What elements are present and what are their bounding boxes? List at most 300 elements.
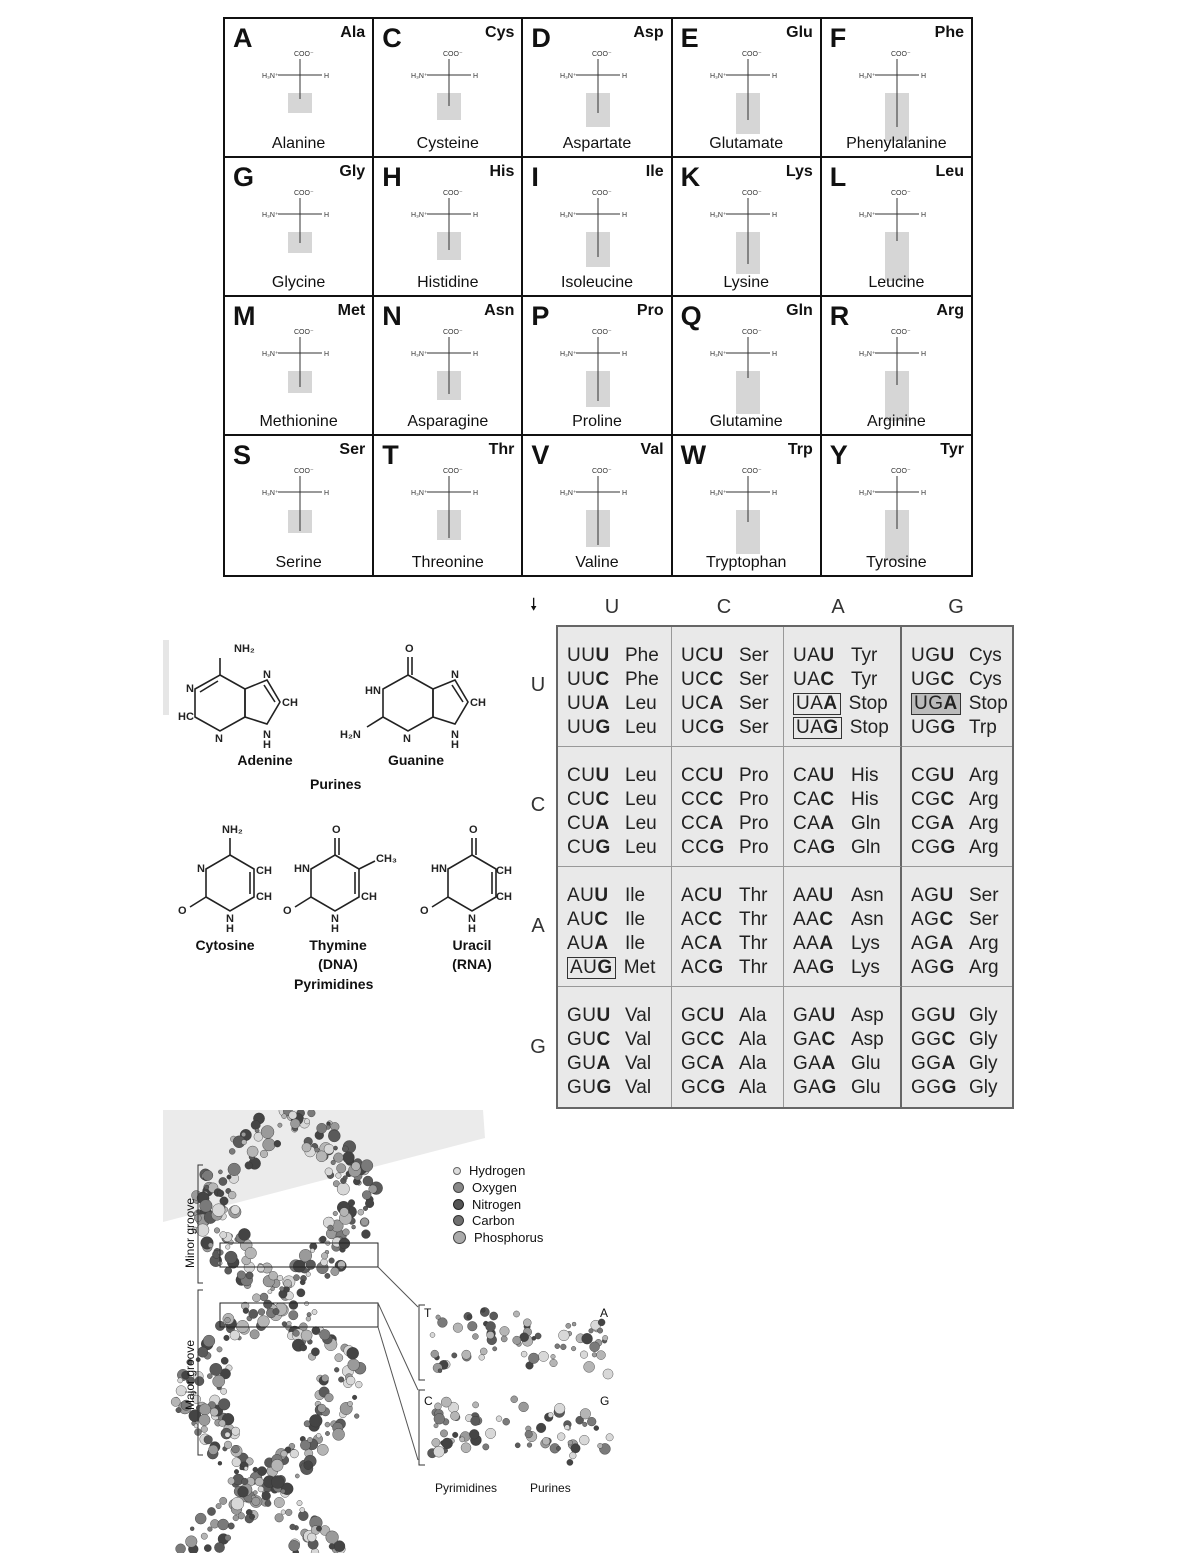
codon-row bbox=[793, 716, 900, 740]
atom-sphere bbox=[218, 1250, 223, 1255]
atom-sphere bbox=[519, 1402, 529, 1412]
codon-prefix: AC bbox=[681, 957, 709, 978]
amino-acid-abbreviation: Ser bbox=[339, 441, 366, 458]
atom-sphere bbox=[238, 1228, 250, 1240]
amino-acid-structure bbox=[698, 184, 798, 286]
codon-block bbox=[558, 987, 672, 1107]
codon-prefix: UC bbox=[681, 645, 710, 666]
codon-amino-acid: Thr bbox=[739, 957, 768, 978]
amino-acid-cell bbox=[822, 158, 971, 297]
atom-sphere bbox=[225, 1245, 230, 1250]
svg-text:H₃N⁺: H₃N⁺ bbox=[560, 73, 578, 80]
codon bbox=[793, 1028, 851, 1052]
atom-sphere bbox=[249, 1309, 258, 1318]
codon-row bbox=[681, 1028, 783, 1052]
atom-sphere bbox=[231, 1205, 240, 1214]
atom-sphere bbox=[209, 1445, 219, 1455]
codon bbox=[681, 932, 739, 956]
codon-third-base: A bbox=[941, 1053, 956, 1074]
thymine-label: Thymine bbox=[309, 937, 367, 953]
codon-row bbox=[793, 1052, 900, 1076]
codon-prefix: GA bbox=[793, 1005, 822, 1026]
atom-sphere bbox=[244, 1466, 248, 1470]
atom-sphere bbox=[571, 1444, 580, 1453]
atom-sphere bbox=[221, 1388, 227, 1394]
svg-text:H₃N⁺: H₃N⁺ bbox=[411, 73, 428, 80]
codon-row bbox=[567, 812, 671, 836]
codon-prefix: UC bbox=[681, 693, 710, 714]
codon-amino-acid: Leu bbox=[625, 693, 657, 714]
amino-acid-name: Asparagine bbox=[407, 413, 489, 430]
atom-sphere bbox=[343, 1152, 355, 1164]
atom-sphere bbox=[441, 1397, 451, 1407]
codon-row bbox=[567, 908, 671, 932]
amino-acid-structure bbox=[250, 184, 350, 286]
svg-text:HC: HC bbox=[178, 711, 194, 723]
atom-sphere bbox=[252, 1497, 260, 1505]
atom-sphere bbox=[352, 1162, 361, 1171]
svg-text:COO⁻: COO⁻ bbox=[592, 468, 613, 475]
atom-sphere bbox=[195, 1513, 206, 1524]
amino-acid-structure bbox=[847, 462, 947, 564]
codon-third-base: G bbox=[597, 957, 613, 978]
atom-sphere bbox=[554, 1403, 565, 1414]
atom-sphere bbox=[176, 1544, 186, 1553]
atom-sphere bbox=[438, 1369, 442, 1373]
codon-prefix: AA bbox=[793, 957, 820, 978]
atom-sphere bbox=[241, 1140, 246, 1145]
atom-sphere bbox=[527, 1443, 532, 1448]
codon bbox=[793, 644, 851, 668]
codon-block bbox=[784, 867, 902, 987]
amino-acid-cell bbox=[374, 436, 523, 575]
amino-acid-name: Proline bbox=[572, 413, 622, 430]
codon-amino-acid: Ile bbox=[625, 909, 646, 930]
atom-sphere bbox=[249, 1514, 254, 1519]
svg-text:COO⁻: COO⁻ bbox=[592, 329, 613, 336]
codon-prefix: AU bbox=[570, 957, 598, 978]
amino-acid-letter: L bbox=[829, 162, 847, 192]
amino-acid-name: Phenylalanine bbox=[846, 135, 947, 152]
codon-prefix: UG bbox=[911, 645, 941, 666]
codon-amino-acid: Val bbox=[625, 1053, 652, 1074]
atom-sphere bbox=[237, 1271, 245, 1279]
codon-block bbox=[784, 627, 902, 747]
svg-text:NH₂: NH₂ bbox=[234, 643, 255, 655]
amino-acid-cell bbox=[225, 436, 374, 575]
codon-amino-acid: Ser bbox=[969, 909, 999, 930]
codon-prefix: CA bbox=[793, 789, 821, 810]
codon-row bbox=[911, 884, 1012, 908]
atom-sphere bbox=[606, 1434, 613, 1441]
amino-acid-name: Tryptophan bbox=[706, 554, 787, 571]
codon bbox=[681, 1052, 739, 1076]
atom-sphere bbox=[365, 1199, 374, 1208]
codon-amino-acid: Val bbox=[625, 1005, 652, 1026]
codon-prefix: GU bbox=[567, 1077, 597, 1098]
svg-text:COO⁻: COO⁻ bbox=[443, 190, 463, 197]
atom-sphere bbox=[230, 1330, 240, 1340]
atom-sphere bbox=[289, 1311, 298, 1320]
pair2-left-label: C bbox=[424, 1394, 433, 1408]
codon-third-base: G bbox=[821, 1077, 837, 1098]
atom-sphere bbox=[329, 1258, 335, 1264]
atom-sphere bbox=[282, 1322, 287, 1327]
amino-acid-abbreviation: Asp bbox=[633, 24, 664, 41]
amino-acid-abbreviation: Cys bbox=[485, 24, 515, 41]
atom-sphere bbox=[293, 1275, 299, 1281]
atom-sphere bbox=[306, 1316, 311, 1321]
codon-amino-acid: Arg bbox=[969, 813, 999, 834]
codon bbox=[911, 812, 969, 836]
atom-sphere bbox=[434, 1413, 445, 1424]
atom-sphere bbox=[538, 1351, 548, 1361]
svg-text:H₃N⁺: H₃N⁺ bbox=[709, 351, 727, 358]
codon bbox=[793, 956, 851, 980]
codon-block bbox=[784, 747, 902, 867]
codon-amino-acid: Arg bbox=[969, 933, 999, 954]
svg-text:N: N bbox=[263, 729, 271, 741]
codon bbox=[567, 1004, 625, 1028]
codon bbox=[911, 932, 969, 956]
atom-sphere bbox=[251, 1120, 260, 1129]
amino-acid-abbreviation: Arg bbox=[936, 302, 964, 319]
atom-sphere bbox=[535, 1333, 541, 1339]
codon-third-base: G bbox=[823, 717, 839, 738]
codon bbox=[567, 957, 616, 979]
phosphorus-dot-icon bbox=[453, 1231, 466, 1244]
atom-sphere bbox=[199, 1404, 210, 1415]
amino-acid-abbreviation: Lys bbox=[785, 163, 813, 180]
atom-sphere bbox=[469, 1429, 479, 1439]
codon-prefix: GC bbox=[681, 1029, 711, 1050]
codon bbox=[911, 908, 969, 932]
codon-col-header-c: C bbox=[716, 596, 732, 618]
legend-label: Nitrogen bbox=[472, 1197, 522, 1212]
codon-prefix: AG bbox=[911, 957, 940, 978]
atom-sphere bbox=[548, 1412, 553, 1417]
atom-sphere bbox=[557, 1433, 565, 1441]
codon-amino-acid: Phe bbox=[625, 645, 659, 666]
codon bbox=[567, 716, 625, 740]
atom-sphere bbox=[346, 1376, 355, 1385]
codon bbox=[681, 644, 739, 668]
atom-sphere bbox=[355, 1381, 362, 1388]
svg-text:H₃N⁺: H₃N⁺ bbox=[411, 490, 428, 497]
atom-sphere bbox=[219, 1177, 227, 1185]
atom-sphere bbox=[452, 1353, 457, 1358]
svg-text:COO⁻: COO⁻ bbox=[294, 329, 314, 336]
codon-row bbox=[911, 932, 1012, 956]
atom-sphere bbox=[300, 1344, 307, 1351]
atom-sphere bbox=[281, 1451, 288, 1458]
atom-sphere bbox=[467, 1315, 472, 1320]
amino-acid-structure bbox=[847, 45, 947, 147]
atom-sphere bbox=[479, 1355, 485, 1361]
atom-sphere bbox=[290, 1524, 296, 1530]
uracil-note: (RNA) bbox=[452, 956, 492, 972]
svg-text:H₃N⁺: H₃N⁺ bbox=[262, 490, 279, 497]
amino-acid-abbreviation: Thr bbox=[488, 441, 515, 458]
codon-row bbox=[793, 644, 900, 668]
codon-amino-acid: Leu bbox=[625, 765, 657, 786]
svg-text:N: N bbox=[226, 913, 234, 925]
amino-acid-letter: T bbox=[382, 440, 399, 470]
codon-col-header-g: G bbox=[948, 596, 964, 618]
codon bbox=[567, 812, 625, 836]
codon-amino-acid: Ser bbox=[969, 885, 999, 906]
atom-sphere bbox=[201, 1426, 208, 1433]
codon-prefix: GU bbox=[567, 1005, 597, 1026]
atom-sphere bbox=[598, 1443, 603, 1448]
atom-sphere bbox=[229, 1148, 235, 1154]
atom-sphere bbox=[203, 1335, 215, 1347]
oxygen-dot-icon bbox=[453, 1182, 464, 1193]
legend-label: Phosphorus bbox=[474, 1230, 544, 1245]
codon bbox=[681, 716, 739, 740]
codon-third-base: U bbox=[941, 1005, 956, 1026]
svg-text:N: N bbox=[197, 863, 205, 875]
codon-amino-acid: Ser bbox=[739, 717, 769, 738]
codon-block bbox=[902, 627, 1012, 747]
codon-row bbox=[911, 716, 1012, 740]
codon-row bbox=[681, 1004, 783, 1028]
svg-text:N: N bbox=[263, 669, 271, 681]
atom-sphere bbox=[214, 1542, 224, 1552]
adenine-label: Adenine bbox=[237, 752, 293, 768]
purines-label: Purines bbox=[310, 776, 362, 792]
atom-sphere bbox=[262, 1491, 271, 1500]
atom-sphere bbox=[496, 1416, 502, 1422]
codon-row bbox=[681, 956, 783, 980]
codon-amino-acid: Thr bbox=[739, 885, 768, 906]
pair1-right-label: A bbox=[600, 1306, 609, 1320]
atom-sphere bbox=[461, 1443, 471, 1453]
atom-sphere bbox=[462, 1350, 471, 1359]
svg-text:O: O bbox=[178, 905, 187, 917]
codon bbox=[911, 1076, 969, 1100]
codon-row bbox=[681, 932, 783, 956]
codon bbox=[681, 836, 739, 860]
amino-acid-cell bbox=[225, 19, 374, 158]
codon-prefix: GU bbox=[567, 1029, 597, 1050]
codon-third-base: C bbox=[940, 669, 955, 690]
atom-sphere bbox=[594, 1426, 599, 1431]
svg-text:H: H bbox=[622, 351, 628, 358]
atom-sphere bbox=[208, 1527, 213, 1532]
svg-text:H₃N⁺: H₃N⁺ bbox=[858, 212, 876, 219]
codon-row bbox=[567, 884, 671, 908]
atom-sphere bbox=[337, 1183, 349, 1195]
atom-sphere bbox=[217, 1347, 222, 1352]
codon-amino-acid: Val bbox=[625, 1077, 652, 1098]
atom-sphere bbox=[234, 1469, 239, 1474]
codon-third-base: A bbox=[943, 693, 958, 714]
codon bbox=[567, 1052, 625, 1076]
codon-prefix: GG bbox=[911, 1029, 942, 1050]
codon-amino-acid: Ser bbox=[739, 669, 769, 690]
svg-text:H: H bbox=[473, 490, 479, 497]
codon-amino-acid: Gly bbox=[969, 1005, 998, 1026]
codon-row bbox=[793, 692, 900, 716]
atom-sphere bbox=[271, 1287, 275, 1291]
atom-sphere bbox=[354, 1414, 359, 1419]
codon-row-header-g: G bbox=[530, 1036, 546, 1058]
atom-sphere bbox=[228, 1163, 241, 1176]
codon-prefix: CG bbox=[911, 765, 941, 786]
codon bbox=[911, 1004, 969, 1028]
codon-third-base: C bbox=[708, 909, 723, 930]
codon-prefix: CC bbox=[681, 789, 710, 810]
atom-sphere bbox=[216, 1503, 221, 1508]
atom-sphere bbox=[555, 1344, 560, 1349]
codon-row bbox=[911, 812, 1012, 836]
atom-sphere bbox=[567, 1459, 573, 1465]
codon-row bbox=[793, 1076, 900, 1100]
codon-amino-acid: Stop bbox=[849, 717, 889, 738]
codon-third-base: G bbox=[819, 957, 835, 978]
svg-text:H: H bbox=[324, 212, 330, 219]
codon bbox=[567, 1028, 625, 1052]
atom-sphere bbox=[572, 1322, 576, 1326]
atom-sphere bbox=[331, 1267, 339, 1275]
atom-sphere bbox=[515, 1443, 520, 1448]
atom-sphere bbox=[334, 1367, 339, 1372]
svg-text:COO⁻: COO⁻ bbox=[741, 190, 762, 197]
codon-third-base: A bbox=[708, 933, 723, 954]
amino-acid-cell bbox=[822, 19, 971, 158]
atom-sphere bbox=[281, 1489, 286, 1494]
amino-acid-letter: K bbox=[680, 162, 701, 192]
codon-amino-acid: Asp bbox=[851, 1005, 884, 1026]
amino-acid-name: Valine bbox=[575, 554, 619, 571]
codon-row bbox=[567, 716, 671, 740]
purines-caption: Purines bbox=[530, 1481, 571, 1495]
codon-row bbox=[793, 1028, 900, 1052]
svg-text:COO⁻: COO⁻ bbox=[890, 51, 911, 58]
codon-amino-acid: Phe bbox=[625, 669, 659, 690]
codon-third-base: U bbox=[708, 885, 723, 906]
amino-acid-cell bbox=[374, 297, 523, 436]
codon-row bbox=[793, 956, 900, 980]
codon-third-base: C bbox=[820, 789, 835, 810]
atom-sphere bbox=[597, 1328, 602, 1333]
codon-table bbox=[556, 625, 1014, 1109]
atom-sphere bbox=[304, 1461, 313, 1470]
atom-sphere bbox=[260, 1150, 268, 1158]
atom-sphere bbox=[310, 1248, 314, 1252]
atom-sphere bbox=[603, 1369, 613, 1379]
codon bbox=[911, 836, 969, 860]
codon-amino-acid: Gly bbox=[969, 1029, 998, 1050]
svg-text:COO⁻: COO⁻ bbox=[443, 468, 463, 475]
codon-prefix: UU bbox=[567, 693, 596, 714]
svg-text:H₂N: H₂N bbox=[340, 729, 361, 741]
codon-prefix: CU bbox=[567, 813, 596, 834]
codon-amino-acid: Ser bbox=[739, 693, 769, 714]
atom-sphere bbox=[217, 1190, 224, 1197]
codon-block bbox=[672, 627, 784, 747]
codon-col-header-u: U bbox=[604, 596, 620, 618]
atom-sphere bbox=[336, 1173, 342, 1179]
atom-sphere bbox=[580, 1351, 588, 1359]
pair1-left-label: T bbox=[424, 1306, 432, 1320]
codon-third-base: U bbox=[940, 765, 955, 786]
cytosine-label: Cytosine bbox=[195, 937, 255, 953]
svg-text:N: N bbox=[451, 729, 459, 741]
atom-sphere bbox=[592, 1353, 597, 1358]
codon bbox=[793, 836, 851, 860]
atom-sphere bbox=[440, 1430, 447, 1437]
atom-sphere bbox=[290, 1449, 299, 1458]
amino-acid-letter: R bbox=[829, 301, 850, 331]
codon-third-base: U bbox=[709, 645, 724, 666]
svg-text:COO⁻: COO⁻ bbox=[890, 468, 911, 475]
codon-third-base: U bbox=[819, 885, 834, 906]
codon-col-header-a: A bbox=[831, 596, 845, 618]
atom-sphere bbox=[308, 1110, 316, 1117]
atom-sphere bbox=[490, 1312, 498, 1320]
atom-sphere bbox=[218, 1461, 222, 1465]
codon-third-base: A bbox=[823, 693, 838, 714]
codon-prefix: UU bbox=[567, 645, 596, 666]
svg-text:H: H bbox=[622, 212, 628, 219]
codon bbox=[681, 884, 739, 908]
codon-third-base: U bbox=[595, 645, 610, 666]
atom-sphere bbox=[316, 1433, 321, 1438]
codon-row bbox=[911, 956, 1012, 980]
atom-sphere bbox=[316, 1151, 327, 1162]
svg-text:H: H bbox=[324, 351, 330, 358]
atom-sphere bbox=[589, 1329, 594, 1334]
codon bbox=[911, 693, 961, 715]
codon-prefix: AU bbox=[567, 885, 595, 906]
amino-acid-cell bbox=[673, 158, 822, 297]
codon-row bbox=[911, 764, 1012, 788]
codon-row bbox=[911, 1052, 1012, 1076]
atom-sphere bbox=[431, 1350, 439, 1358]
codon-row bbox=[793, 788, 900, 812]
codon bbox=[793, 932, 851, 956]
codon-amino-acid: Gln bbox=[851, 837, 881, 858]
svg-text:H: H bbox=[473, 351, 479, 358]
codon-third-base: G bbox=[939, 957, 955, 978]
atom-sphere bbox=[200, 1200, 213, 1213]
atom-sphere bbox=[304, 1119, 309, 1124]
codon-prefix: UG bbox=[911, 717, 941, 738]
atom-sphere bbox=[274, 1497, 284, 1507]
svg-text:H: H bbox=[451, 739, 459, 751]
nitrogen-dot-icon bbox=[453, 1199, 464, 1210]
codon-amino-acid: Tyr bbox=[851, 669, 878, 690]
atom-sphere bbox=[434, 1424, 438, 1428]
atom-sphere bbox=[579, 1435, 589, 1445]
codon-prefix: UC bbox=[681, 717, 710, 738]
codon-row bbox=[793, 932, 900, 956]
atom-sphere bbox=[318, 1404, 326, 1412]
codon-row bbox=[681, 1076, 783, 1100]
carbon-dot-icon bbox=[453, 1215, 464, 1226]
svg-text:HN: HN bbox=[431, 863, 447, 875]
atom-sphere bbox=[263, 1300, 272, 1309]
svg-text:COO⁻: COO⁻ bbox=[443, 51, 463, 58]
codon-row-header-c: C bbox=[530, 794, 546, 816]
svg-text:O: O bbox=[405, 643, 414, 655]
pair2-right-label: G bbox=[600, 1394, 610, 1408]
hydrogen-dot-icon bbox=[453, 1167, 461, 1175]
amino-acid-name: Glutamine bbox=[709, 413, 783, 430]
atom-sphere bbox=[300, 1507, 305, 1512]
